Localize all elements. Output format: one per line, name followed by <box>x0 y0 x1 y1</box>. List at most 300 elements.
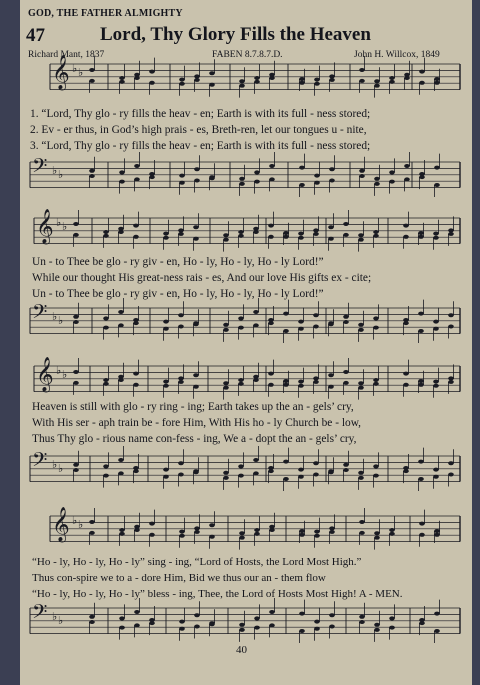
note-head <box>149 70 155 74</box>
note-head <box>419 621 425 625</box>
note-head <box>343 370 349 374</box>
note-head <box>238 464 244 468</box>
note-head <box>119 170 125 174</box>
note-head <box>254 626 260 630</box>
note-head <box>403 469 409 473</box>
note-head <box>119 626 125 630</box>
note-head <box>89 68 95 72</box>
note-head <box>329 178 335 182</box>
note-head <box>283 379 289 383</box>
note-head <box>73 468 79 472</box>
note-head <box>314 534 320 538</box>
flat-sign: ♭ <box>58 315 64 327</box>
note-head <box>223 328 229 332</box>
note-head <box>374 623 380 627</box>
note-head <box>134 76 140 80</box>
note-head <box>73 463 79 467</box>
note-head <box>163 384 169 388</box>
note-head <box>89 79 95 83</box>
note-head <box>238 230 244 234</box>
note-head <box>238 382 244 386</box>
note-head <box>418 383 424 387</box>
verse-3-line-4: “Ho - ly, Ho - ly, Ho - ly” bless - ing, Thee, the Lord of Hosts Most High! A - MEN. <box>32 588 403 600</box>
note-head <box>253 230 259 234</box>
flat-sign: ♭ <box>56 217 62 229</box>
note-head <box>418 231 424 235</box>
note-head <box>314 82 320 86</box>
note-head <box>193 470 199 474</box>
note-head <box>254 170 260 174</box>
note-head <box>404 76 410 80</box>
note-head <box>283 477 289 481</box>
note-head <box>194 167 200 171</box>
note-head <box>134 177 140 181</box>
note-head <box>103 230 109 234</box>
note-head <box>133 235 139 239</box>
note-head <box>193 225 199 229</box>
verse-1-line-1: 1. “Lord, Thy glo - ry fills the heav - en; Earth is with its full - ness stored; <box>30 108 371 120</box>
note-head <box>149 522 155 526</box>
note-head <box>389 80 395 84</box>
note-head <box>119 76 125 80</box>
note-head <box>268 383 274 387</box>
note-head <box>343 381 349 385</box>
note-head <box>329 613 335 617</box>
verse-2-line-3: With His ser - aph train be - fore Him, With His ho - ly Church be - low, <box>32 417 362 429</box>
note-head <box>73 320 79 324</box>
note-head <box>134 610 140 614</box>
note-head <box>343 468 349 472</box>
note-head <box>448 380 454 384</box>
note-head <box>373 382 379 386</box>
note-head <box>448 228 454 232</box>
note-head <box>269 610 275 614</box>
note-head <box>268 224 274 228</box>
note-head <box>118 378 124 382</box>
note-head <box>254 616 260 620</box>
note-head <box>269 528 275 532</box>
note-head <box>389 528 395 532</box>
note-head <box>89 615 95 619</box>
note-head <box>434 533 440 537</box>
note-head <box>404 177 410 181</box>
note-head <box>329 167 335 171</box>
note-head <box>209 523 215 527</box>
verse-2-line-1: 2. Ev - er thus, in God’s high prais - es, Breth-ren, let our tongues u - nite, <box>30 124 367 136</box>
note-head <box>118 471 124 475</box>
note-head <box>433 320 439 324</box>
note-head <box>134 528 140 532</box>
note-head <box>448 376 454 380</box>
note-head <box>223 476 229 480</box>
note-head <box>103 474 109 478</box>
note-head <box>433 384 439 388</box>
note-head <box>89 169 95 173</box>
note-head <box>373 378 379 382</box>
note-head <box>89 174 95 178</box>
note-head <box>179 174 185 178</box>
note-head <box>298 475 304 479</box>
section-heading: GOD, THE FATHER ALMIGHTY <box>28 8 183 19</box>
note-head <box>223 386 229 390</box>
note-head <box>298 327 304 331</box>
note-head <box>283 312 289 316</box>
note-head <box>373 316 379 320</box>
note-head <box>194 74 200 78</box>
note-head <box>328 373 334 377</box>
note-head <box>359 68 365 72</box>
note-head <box>403 383 409 387</box>
note-head <box>418 329 424 333</box>
note-head <box>313 376 319 380</box>
note-head <box>209 71 215 75</box>
note-head <box>434 629 440 633</box>
note-head <box>298 320 304 324</box>
note-head <box>389 532 395 536</box>
note-head <box>178 324 184 328</box>
note-head <box>329 624 335 628</box>
hymn-page <box>20 0 472 685</box>
note-head <box>209 535 215 539</box>
note-head <box>223 233 229 237</box>
note-head <box>389 180 395 184</box>
note-head <box>283 231 289 235</box>
note-head <box>374 84 380 88</box>
note-head <box>179 534 185 538</box>
flat-sign: ♭ <box>52 165 58 177</box>
note-head <box>433 236 439 240</box>
note-head <box>358 386 364 390</box>
verse-2-line-4: Thus con-spire we to a - dore Him, Bid we thus our an - them flow <box>32 572 326 584</box>
page-number: 40 <box>236 644 247 656</box>
note-head <box>178 472 184 476</box>
note-head <box>403 372 409 376</box>
flat-sign: ♭ <box>58 615 64 627</box>
note-head <box>178 232 184 236</box>
note-head <box>343 315 349 319</box>
note-head <box>209 622 215 626</box>
note-head <box>313 472 319 476</box>
note-head <box>298 468 304 472</box>
note-head <box>313 228 319 232</box>
note-head <box>358 328 364 332</box>
note-head <box>329 530 335 534</box>
note-head <box>298 384 304 388</box>
note-head <box>254 76 260 80</box>
note-head <box>433 468 439 472</box>
note-head <box>269 177 275 181</box>
note-head <box>239 536 245 540</box>
note-head <box>268 321 274 325</box>
note-head <box>313 324 319 328</box>
note-head <box>299 612 305 616</box>
treble-clef: 𝄞 <box>36 357 54 392</box>
flat-sign: ♭ <box>78 67 84 79</box>
note-head <box>103 316 109 320</box>
note-head <box>343 463 349 467</box>
note-head <box>103 234 109 238</box>
note-head <box>163 468 169 472</box>
note-head <box>418 312 424 316</box>
note-head <box>314 174 320 178</box>
note-head <box>448 324 454 328</box>
note-head <box>434 183 440 187</box>
note-head <box>239 79 245 83</box>
note-head <box>103 382 109 386</box>
note-head <box>359 520 365 524</box>
hymn-number: 47 <box>26 25 45 46</box>
note-head <box>299 529 305 533</box>
note-head <box>269 76 275 80</box>
note-head <box>268 235 274 239</box>
note-head <box>418 477 424 481</box>
flat-sign: ♭ <box>78 519 84 531</box>
note-head <box>373 326 379 330</box>
note-head <box>194 613 200 617</box>
note-head <box>119 80 125 84</box>
note-head <box>149 621 155 625</box>
note-head <box>193 237 199 241</box>
note-head <box>448 472 454 476</box>
note-head <box>163 327 169 331</box>
note-head <box>179 530 185 534</box>
note-head <box>179 181 185 185</box>
note-head <box>358 233 364 237</box>
hymn-title: Lord, Thy Glory Fills the Heaven <box>100 24 371 45</box>
note-head <box>239 177 245 181</box>
flat-sign: ♭ <box>52 611 58 623</box>
note-head <box>253 458 259 462</box>
note-head <box>359 615 365 619</box>
note-head <box>223 323 229 327</box>
note-head <box>448 461 454 465</box>
note-head <box>419 533 425 537</box>
note-head <box>389 626 395 630</box>
note-head <box>163 380 169 384</box>
note-head <box>359 174 365 178</box>
note-head <box>103 326 109 330</box>
note-head <box>418 379 424 383</box>
note-head <box>73 315 79 319</box>
note-head <box>149 175 155 179</box>
note-head <box>419 70 425 74</box>
note-head <box>373 234 379 238</box>
note-head <box>238 474 244 478</box>
note-head <box>358 476 364 480</box>
note-head <box>328 385 334 389</box>
note-head <box>329 526 335 530</box>
treble-clef: 𝄞 <box>52 507 70 542</box>
note-head <box>433 380 439 384</box>
note-head <box>194 526 200 530</box>
note-head <box>118 323 124 327</box>
note-head <box>314 627 320 631</box>
note-head <box>209 83 215 87</box>
note-head <box>313 232 319 236</box>
note-head <box>358 381 364 385</box>
note-head <box>418 235 424 239</box>
note-head <box>103 378 109 382</box>
note-head <box>299 183 305 187</box>
note-head <box>239 84 245 88</box>
note-head <box>238 316 244 320</box>
note-head <box>374 531 380 535</box>
note-head <box>119 528 125 532</box>
note-head <box>178 376 184 380</box>
note-head <box>434 166 440 170</box>
note-head <box>163 475 169 479</box>
note-head <box>254 80 260 84</box>
note-head <box>328 225 334 229</box>
note-head <box>133 224 139 228</box>
note-head <box>298 236 304 240</box>
verse-1-line-3: Heaven is still with glo - ry ring - ing; Earth takes up the an - gels’ cry, <box>32 401 354 413</box>
verse-1-line-4: “Ho - ly, Ho - ly, Ho - ly” sing - ing, “Lord of Hosts, the Lord Most High.” <box>32 556 362 568</box>
note-head <box>433 475 439 479</box>
note-head <box>314 78 320 82</box>
note-head <box>179 627 185 631</box>
note-head <box>283 383 289 387</box>
bass-clef: 𝄢 <box>32 300 48 328</box>
note-head <box>299 81 305 85</box>
note-head <box>328 322 334 326</box>
note-head <box>223 471 229 475</box>
note-head <box>253 310 259 314</box>
note-head <box>268 469 274 473</box>
note-head <box>254 532 260 536</box>
note-head <box>359 169 365 173</box>
note-head <box>119 180 125 184</box>
note-head <box>359 79 365 83</box>
note-head <box>134 164 140 168</box>
note-head <box>239 623 245 627</box>
note-head <box>358 238 364 242</box>
note-head <box>178 313 184 317</box>
verse-3-line-2: Un - to Thee be glo - ry giv - en, Ho - ly, Ho - ly, Ho - ly Lord!” <box>32 288 324 300</box>
note-head <box>329 78 335 82</box>
note-head <box>238 326 244 330</box>
note-head <box>389 170 395 174</box>
flat-sign: ♭ <box>56 365 62 377</box>
note-head <box>403 321 409 325</box>
note-head <box>404 164 410 168</box>
note-head <box>89 620 95 624</box>
note-head <box>133 383 139 387</box>
note-head <box>239 628 245 632</box>
note-head <box>328 237 334 241</box>
note-head <box>433 327 439 331</box>
note-head <box>343 320 349 324</box>
note-head <box>268 372 274 376</box>
note-head <box>328 470 334 474</box>
flat-sign: ♭ <box>72 515 78 527</box>
note-head <box>193 373 199 377</box>
note-head <box>374 182 380 186</box>
flat-sign: ♭ <box>52 311 58 323</box>
note-head <box>118 310 124 314</box>
note-head <box>343 222 349 226</box>
verse-3-line-3: Thus Thy glo - rious name con-fess - ing, We a - dopt the an - gels’ cry, <box>32 433 357 445</box>
treble-clef: 𝄞 <box>52 55 70 90</box>
note-head <box>374 628 380 632</box>
note-head <box>163 236 169 240</box>
note-head <box>283 235 289 239</box>
note-head <box>194 178 200 182</box>
note-head <box>434 81 440 85</box>
author-credit: Richard Mant, 1837 <box>28 50 105 60</box>
note-head <box>298 380 304 384</box>
note-head <box>434 529 440 533</box>
note-head <box>194 530 200 534</box>
flat-sign: ♭ <box>72 63 78 75</box>
note-head <box>359 531 365 535</box>
composer-credit: John H. Willcox, 1849 <box>354 50 440 60</box>
note-head <box>298 232 304 236</box>
note-head <box>358 323 364 327</box>
note-head <box>89 531 95 535</box>
note-head <box>239 531 245 535</box>
note-head <box>313 461 319 465</box>
note-head <box>179 620 185 624</box>
note-head <box>253 323 259 327</box>
note-head <box>194 78 200 82</box>
treble-clef: 𝄞 <box>36 209 54 244</box>
note-head <box>133 469 139 473</box>
note-head <box>374 177 380 181</box>
note-head <box>448 313 454 317</box>
note-head <box>389 616 395 620</box>
note-head <box>223 381 229 385</box>
note-head <box>403 235 409 239</box>
note-head <box>119 616 125 620</box>
note-head <box>373 464 379 468</box>
verse-1-line-2: Un - to Thee be glo - ry giv - en, Ho - ly, Ho - ly, Ho - ly Lord!” <box>32 256 324 268</box>
note-head <box>118 458 124 462</box>
flat-sign: ♭ <box>62 221 68 233</box>
note-head <box>283 329 289 333</box>
note-head <box>254 528 260 532</box>
note-head <box>329 74 335 78</box>
note-head <box>448 232 454 236</box>
note-head <box>163 232 169 236</box>
note-head <box>373 230 379 234</box>
note-head <box>403 224 409 228</box>
note-head <box>419 522 425 526</box>
bass-clef: 𝄢 <box>32 448 48 476</box>
note-head <box>194 624 200 628</box>
note-head <box>223 238 229 242</box>
note-head <box>73 370 79 374</box>
note-head <box>193 322 199 326</box>
note-head <box>269 164 275 168</box>
note-head <box>283 460 289 464</box>
note-head <box>374 536 380 540</box>
flat-sign: ♭ <box>62 369 68 381</box>
note-head <box>73 381 79 385</box>
note-head <box>238 378 244 382</box>
note-head <box>179 78 185 82</box>
note-head <box>73 222 79 226</box>
note-head <box>149 533 155 537</box>
note-head <box>434 612 440 616</box>
note-head <box>359 620 365 624</box>
note-head <box>299 77 305 81</box>
note-head <box>254 180 260 184</box>
note-head <box>419 175 425 179</box>
note-head <box>314 181 320 185</box>
note-head <box>178 380 184 384</box>
note-head <box>133 321 139 325</box>
